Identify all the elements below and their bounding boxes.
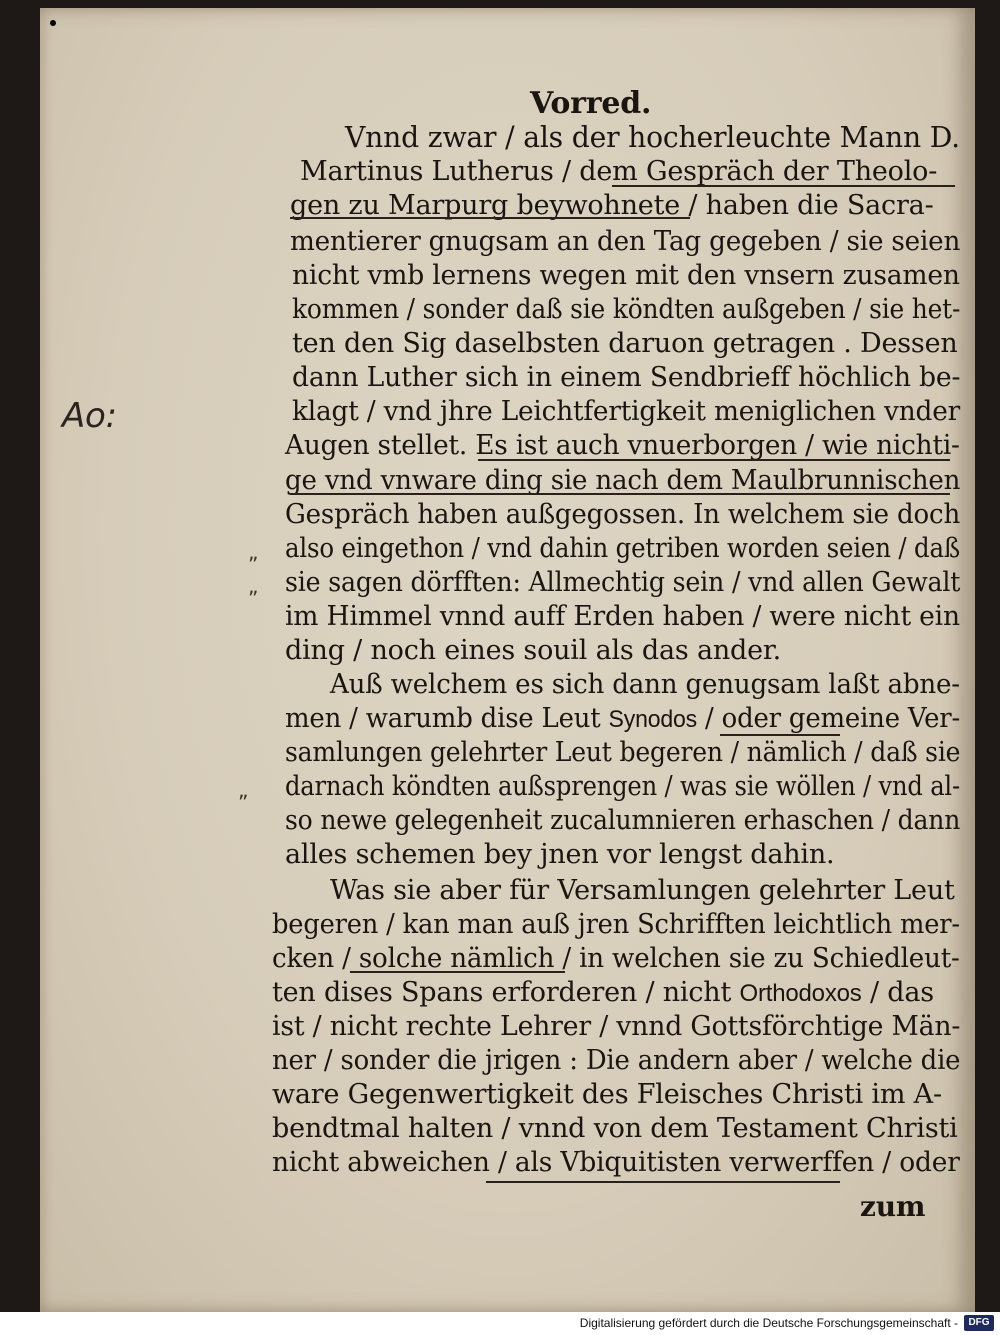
text-line: ding / noch eines souil als das ander. (285, 635, 782, 666)
text-line: sie sagen dörfften: Allmechtig sein / vnd allen Gewalt (285, 567, 961, 598)
text-line: darnach köndten außsprengen / was sie wöllen / vnd al- (285, 771, 960, 802)
text-line: also eingethon / vnd dahin getriben worden seien / daß (285, 533, 960, 564)
margin-quote-mark: „ (238, 778, 249, 802)
text-line: kommen / sonder daß sie köndten außgeben / sie het- (292, 294, 961, 325)
text-line: Was sie aber für Versamlungen gelehrter Leut (330, 875, 955, 906)
text-line: mentierer gnugsam an den Tag gegeben / sie seien (290, 226, 961, 257)
page-heading: Vorred. (530, 86, 652, 121)
text-line: Gespräch haben außgegossen. In welchem sie doch (285, 499, 961, 530)
footer-credit: Digitalisierung gefördert durch die Deutsche Forschungsgemeinschaft - (579, 1316, 958, 1330)
latin-word: Synodos (608, 706, 697, 733)
text-line: Auß welchem es sich dann genugsam laßt abne- (330, 669, 960, 700)
text-line: cken / solche nämlich / in welchen sie zu Schiedleut- (272, 943, 960, 974)
text-line: samlungen gelehrter Leut begeren / nämlich / daß sie (285, 737, 961, 768)
text-segment: men / warumb dise Leut (285, 703, 601, 734)
text-line: Martinus Lutherus / dem Gespräch der Theolo- (300, 156, 938, 187)
text-line: ware Gegenwertigkeit des Fleisches Christi im A- (272, 1079, 942, 1110)
latin-word: Orthodoxos (739, 980, 862, 1007)
text-line: ten den Sig daselbsten daruon getragen . Dessen (292, 328, 958, 359)
text-segment: / oder gemeine Ver- (705, 703, 961, 734)
text-line: alles schemen bey jnen vor lengst dahin. (285, 839, 835, 870)
text-line (300, 158, 937, 185)
footer-bar (0, 1312, 1000, 1335)
text-segment: ten dises Spans erforderen / nicht (272, 977, 732, 1008)
text-line: im Himmel vnnd auff Erden haben / were nicht ein (285, 601, 960, 632)
dfg-logo: DFG (964, 1315, 994, 1331)
text-line: klagt / vnd jhre Leichtfertigkeit meniglichen vnder (292, 396, 960, 427)
text-line: ist / nicht rechte Lehrer / vnnd Gottsförchtige Män- (272, 1011, 961, 1042)
margin-quote-mark: „ (248, 540, 259, 564)
text-line: Vnnd zwar / als der hocherleuchte Mann D. (345, 120, 960, 154)
margin-quote-mark: „ (248, 574, 259, 598)
catchword: zum (860, 1190, 926, 1223)
text-line: gen zu Marpurg beywohnete / haben die Sacra- (290, 190, 934, 221)
text-line: nicht vmb lernens wegen mit den vnsern zusamen (292, 260, 960, 291)
text-line: ner / sonder die jrigen : Die andern aber / welche die (272, 1045, 961, 1076)
handwritten-margin-note: Ao: (62, 396, 117, 436)
text-segment: / das (869, 977, 934, 1008)
text-line: so newe gelegenheit zucalumnieren erhaschen / dann (285, 805, 961, 836)
text-line (272, 979, 934, 1006)
text-line (285, 705, 960, 732)
text-line: nicht abweichen / als Vbiquitisten verwerffen / oder (272, 1147, 960, 1178)
text-line: bendtmal halten / vnnd von dem Testament Christi (272, 1113, 958, 1144)
text-line: Augen stellet. Es ist auch vnuerborgen / wie nichti- (285, 430, 960, 461)
text-line: dann Luther sich in einem Sendbrieff höchlich be- (292, 362, 961, 393)
text-line: ge vnd vnware ding sie nach dem Maulbrunnischen (285, 465, 961, 496)
text-line: begeren / kan man auß jren Schrifften leichtlich mer- (272, 909, 960, 940)
